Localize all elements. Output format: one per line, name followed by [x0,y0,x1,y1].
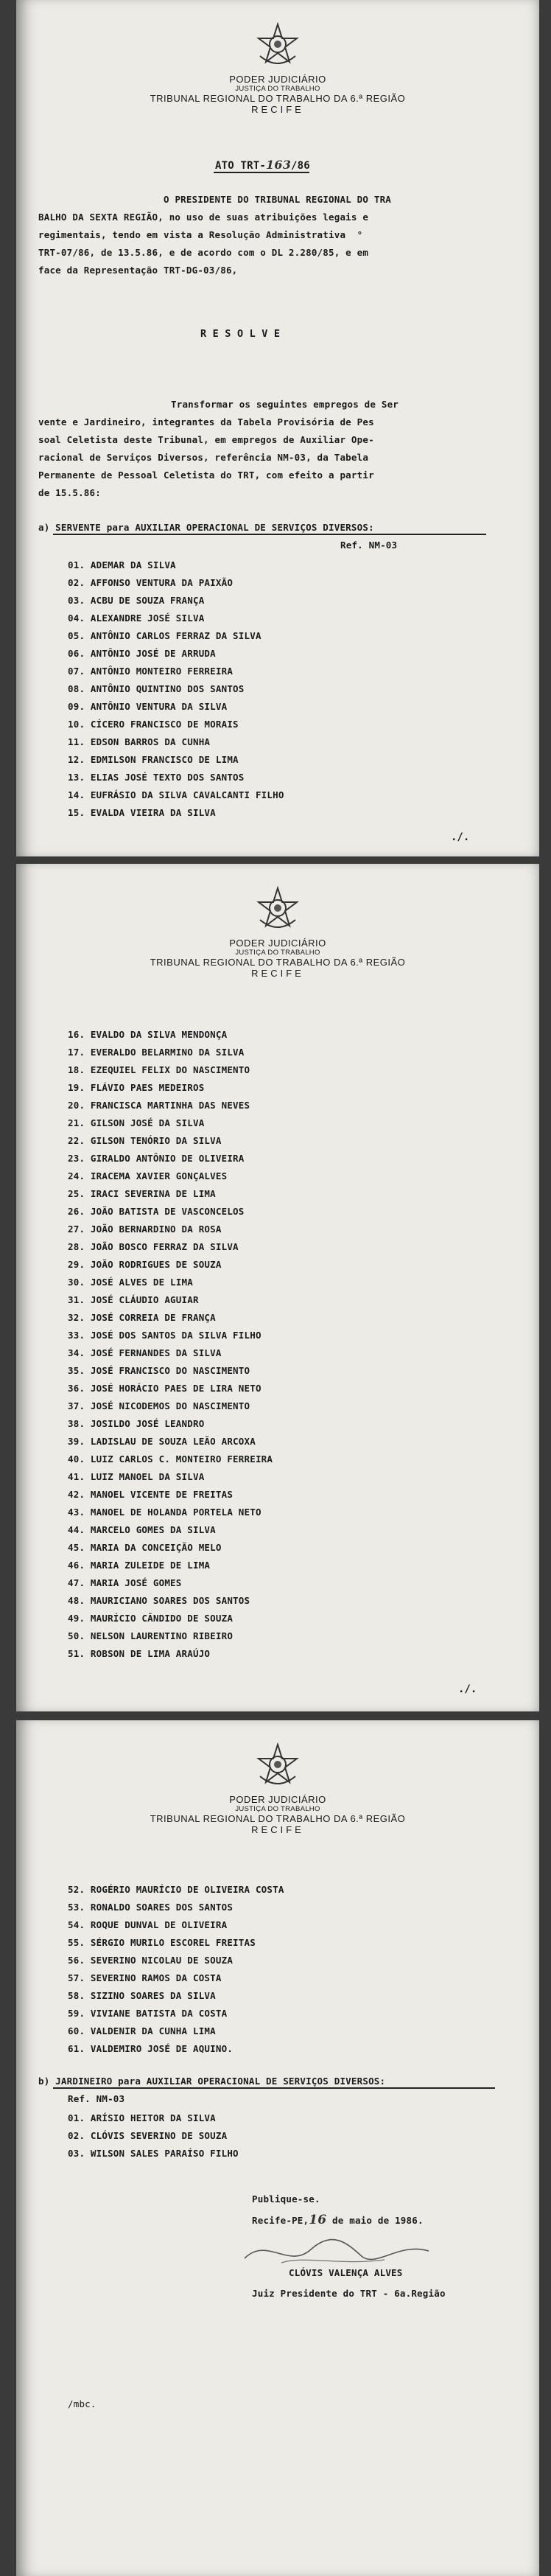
act-number: ATO TRT-163/86 [215,158,310,172]
body-line: vente e Jardineiro, integrantes da Tabela Provisória de Pes [38,416,374,427]
page-1 [16,0,539,856]
list-item: 57. SEVERINO RAMOS DA COSTA [68,1972,222,1983]
list-item: 40. LUIZ CARLOS C. MONTEIRO FERREIRA [68,1453,273,1465]
handwritten-signature [237,2229,443,2273]
preamble-line: TRT-07/86, de 13.5.86, e de acordo com o DL 2.280/85, e em [38,247,369,258]
letterhead-line2: JUSTIÇA DO TRABALHO [235,1805,320,1813]
section-b-underline [53,2087,495,2089]
letterhead [16,1742,539,1835]
signer-title: Juiz Presidente do TRT - 6a.Região [252,2288,446,2299]
list-item: 54. ROQUE DUNVAL DE OLIVEIRA [68,1919,228,1930]
list-item: 07. ANTÔNIO MONTEIRO FERREIRA [68,666,234,677]
list-item: 03. ACBU DE SOUZA FRANÇA [68,595,205,606]
list-item: 04. ALEXANDRE JOSÉ SILVA [68,612,205,624]
continued-mark: ./. [458,1683,477,1695]
letterhead-line4: RECIFE [251,968,304,979]
list-item: 03. WILSON SALES PARAÍSO FILHO [68,2148,239,2159]
list-item: 45. MARIA DA CONCEIÇÃO MELO [68,1542,222,1553]
list-item: 18. EZEQUIEL FELIX DO NASCIMENTO [68,1064,250,1075]
body-line: soal Celetista deste Tribunal, em empregos de Auxiliar Ope- [38,434,374,445]
letterhead-line1: PODER JUDICIÁRIO [229,1794,326,1805]
list-item: 33. JOSÉ DOS SANTOS DA SILVA FILHO [68,1330,262,1341]
list-item: 38. JOSILDO JOSÉ LEANDRO [68,1418,205,1429]
list-item: 12. EDMILSON FRANCISCO DE LIMA [68,754,239,765]
signer-name: CLÓVIS VALENÇA ALVES [289,2267,403,2278]
section-b-ref: Ref. NM-03 [68,2093,125,2104]
body-line: de 15.5.86: [38,487,101,498]
list-item: 41. LUIZ MANOEL DA SILVA [68,1471,205,1482]
letterhead [16,886,539,979]
typist-initials: /mbc. [68,2398,96,2409]
list-item: 43. MANOEL DE HOLANDA PORTELA NETO [68,1507,262,1518]
section-b-label: b) JARDINEIRO para AUXILIAR OPERACIONAL DE SERVIÇOS DIVERSOS: [38,2076,386,2087]
list-item: 29. JOÃO RODRIGUES DE SOUZA [68,1259,222,1270]
section-a-label: a) SERVENTE para AUXILIAR OPERACIONAL DE SERVIÇOS DIVERSOS: [38,522,374,533]
list-item: 31. JOSÉ CLÁUDIO AGUIAR [68,1294,199,1305]
list-item: 26. JOÃO BATISTA DE VASCONCELOS [68,1206,245,1217]
letterhead-line2: JUSTIÇA DO TRABALHO [235,85,320,93]
list-item: 25. IRACI SEVERINA DE LIMA [68,1188,216,1199]
list-item: 35. JOSÉ FRANCISCO DO NASCIMENTO [68,1365,250,1376]
list-item: 27. JOÃO BERNARDINO DA ROSA [68,1224,222,1235]
letterhead-line2: JUSTIÇA DO TRABALHO [235,949,320,957]
letterhead-line3: TRIBUNAL REGIONAL DO TRABALHO DA 6.ª REGIÃO [150,93,406,104]
list-item: 37. JOSÉ NICODEMOS DO NASCIMENTO [68,1400,250,1411]
list-item: 17. EVERALDO BELARMINO DA SILVA [68,1047,245,1058]
letterhead-line4: RECIFE [251,104,304,115]
body-line: Permanente de Pessoal Celetista do TRT, com efeito a partir [38,470,374,481]
republic-coat-of-arms-icon [254,22,301,69]
preamble-line: regimentais, tendo em vista a Resolução Administrativa ° [38,229,363,240]
list-item: 50. NELSON LAURENTINO RIBEIRO [68,1630,234,1641]
list-item: 05. ANTÔNIO CARLOS FERRAZ DA SILVA [68,630,262,641]
list-item: 49. MAURÍCIO CÂNDIDO DE SOUZA [68,1613,234,1624]
list-item: 55. SÉRGIO MURILO ESCOREL FREITAS [68,1937,256,1948]
list-item: 28. JOÃO BOSCO FERRAZ DA SILVA [68,1241,239,1252]
preamble-line: BALHO DA SEXTA REGIÃO, no uso de suas atribuições legais e [38,212,369,223]
list-item: 23. GIRALDO ANTÔNIO DE OLIVEIRA [68,1153,245,1164]
list-item: 60. VALDENIR DA CUNHA LIMA [68,2025,216,2036]
list-item: 59. VIVIANE BATISTA DA COSTA [68,2008,228,2019]
letterhead [16,22,539,115]
list-item: 51. ROBSON DE LIMA ARAÚJO [68,1648,211,1659]
republic-coat-of-arms-icon [254,1742,301,1790]
letterhead-line4: RECIFE [251,1824,304,1835]
date-line: Recife-PE,16 de maio de 1986. [252,2213,424,2227]
list-item: 34. JOSÉ FERNANDES DA SILVA [68,1347,222,1358]
letterhead-line1: PODER JUDICIÁRIO [229,74,326,85]
list-item: 02. CLÓVIS SEVERINO DE SOUZA [68,2130,228,2141]
list-item: 01. ARÍSIO HEITOR DA SILVA [68,2112,216,2123]
letterhead-line1: PODER JUDICIÁRIO [229,938,326,949]
preamble-line: face da Representação TRT-DG-03/86, [38,265,238,276]
section-a-ref: Ref. NM-03 [340,540,398,551]
page-2 [16,864,539,1711]
list-item: 52. ROGÉRIO MAURÍCIO DE OLIVEIRA COSTA [68,1884,284,1895]
letterhead-line3: TRIBUNAL REGIONAL DO TRABALHO DA 6.ª REGIÃO [150,957,406,968]
list-item: 61. VALDEMIRO JOSÉ DE AQUINO. [68,2043,234,2054]
list-item: 19. FLÁVIO PAES MEDEIROS [68,1082,205,1093]
republic-coat-of-arms-icon [254,886,301,933]
list-item: 09. ANTÔNIO VENTURA DA SILVA [68,701,228,712]
list-item: 01. ADEMAR DA SILVA [68,559,176,570]
list-item: 58. SIZINO SOARES DA SILVA [68,1990,216,2001]
list-item: 32. JOSÉ CORREIA DE FRANÇA [68,1312,216,1323]
list-item: 15. EVALDA VIEIRA DA SILVA [68,807,216,818]
body-line: Transformar os seguintes empregos de Ser [171,399,399,410]
list-item: 36. JOSÉ HORÁCIO PAES DE LIRA NETO [68,1383,262,1394]
list-item: 13. ELIAS JOSÉ TEXTO DOS SANTOS [68,772,245,783]
list-item: 14. EUFRÁSIO DA SILVA CAVALCANTI FILHO [68,789,284,800]
list-item: 10. CÍCERO FRANCISCO DE MORAIS [68,719,239,730]
list-item: 30. JOSÉ ALVES DE LIMA [68,1277,193,1288]
list-item: 48. MAURICIANO SOARES DOS SANTOS [68,1595,250,1606]
list-item: 21. GILSON JOSÉ DA SILVA [68,1117,205,1128]
list-item: 22. GILSON TENÓRIO DA SILVA [68,1135,222,1146]
section-a-underline [53,534,486,535]
list-item: 16. EVALDO DA SILVA MENDONÇA [68,1029,228,1040]
list-item: 24. IRACEMA XAVIER GONÇALVES [68,1170,228,1181]
page-3 [16,1720,539,2576]
list-item: 06. ANTÔNIO JOSÉ DE ARRUDA [68,648,216,659]
letterhead-line3: TRIBUNAL REGIONAL DO TRABALHO DA 6.ª REGIÃO [150,1813,406,1824]
list-item: 53. RONALDO SOARES DOS SANTOS [68,1902,234,1913]
list-item: 42. MANOEL VICENTE DE FREITAS [68,1489,234,1500]
list-item: 56. SEVERINO NICOLAU DE SOUZA [68,1955,234,1966]
list-item: 39. LADISLAU DE SOUZA LEÃO ARCOXA [68,1436,256,1447]
body-line: racional de Serviços Diversos, referência NM-03, da Tabela [38,452,369,463]
list-item: 11. EDSON BARROS DA CUNHA [68,736,211,747]
publish-line: Publique-se. [252,2193,320,2205]
continued-mark: ./. [451,831,470,843]
list-item: 08. ANTÔNIO QUINTINO DOS SANTOS [68,683,245,694]
list-item: 47. MARIA JOSÉ GOMES [68,1577,182,1588]
list-item: 20. FRANCISCA MARTINHA DAS NEVES [68,1100,250,1111]
preamble-line: O PRESIDENTE DO TRIBUNAL REGIONAL DO TRA [164,194,392,205]
list-item: 44. MARCELO GOMES DA SILVA [68,1524,216,1535]
act-underline [214,172,309,173]
resolve-heading: R E S O L V E [200,328,281,340]
list-item: 02. AFFONSO VENTURA DA PAIXÃO [68,577,234,588]
list-item: 46. MARIA ZULEIDE DE LIMA [68,1560,211,1571]
